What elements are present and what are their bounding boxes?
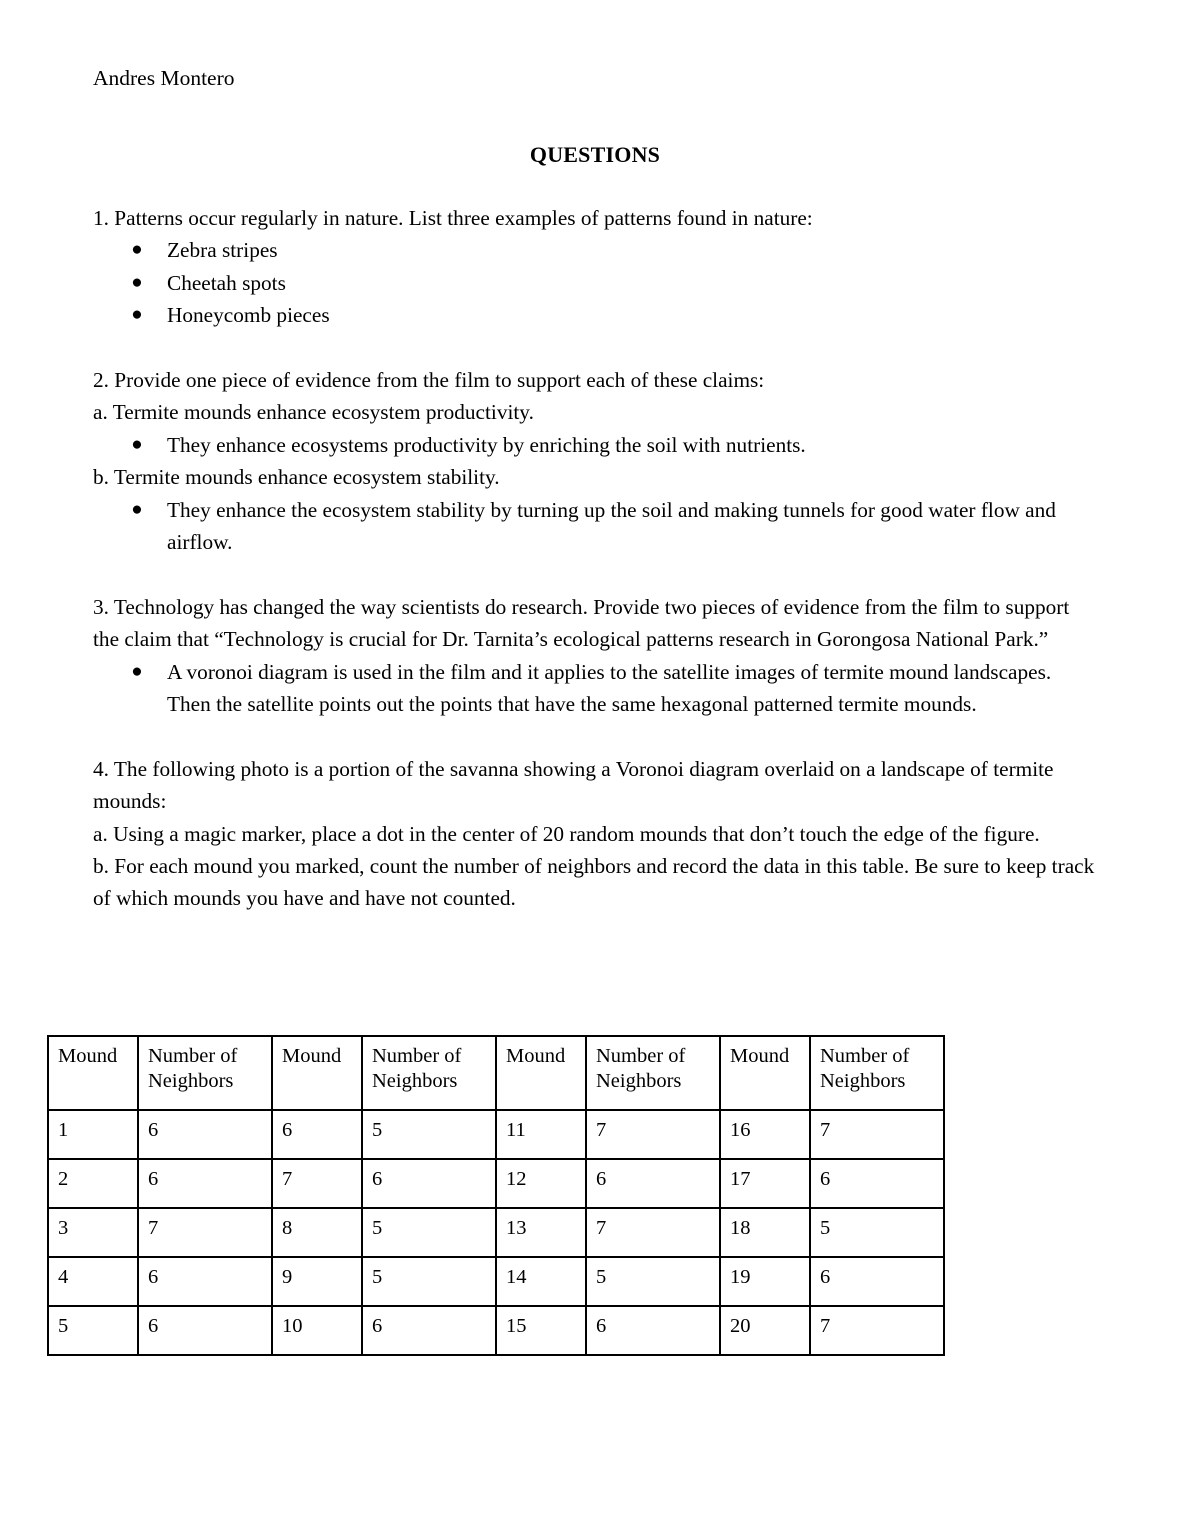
list-item	[93, 267, 1098, 299]
table-cell: 5	[362, 1257, 496, 1306]
list-item	[93, 429, 1098, 461]
list-item	[93, 299, 1098, 331]
table-cell: 5	[362, 1110, 496, 1159]
bullet-dot-icon: ●	[131, 304, 143, 326]
list-item	[93, 494, 1098, 559]
table-cell: 5	[810, 1208, 944, 1257]
table-header-cell: Mound	[720, 1036, 810, 1110]
table-cell: 7	[810, 1110, 944, 1159]
table-cell: 6	[138, 1159, 272, 1208]
list-item-label: A voronoi diagram is used in the film and it applies to the satellite images of termite mound landscapes. Then the satellite points out the points that have the same hexagonal patterned termite mounds.	[167, 659, 1052, 717]
table-header-cell: Number of Neighbors	[362, 1036, 496, 1110]
question-3-block	[93, 591, 1098, 721]
question-1-prompt: 1. Patterns occur regularly in nature. List three examples of patterns found in nature:	[93, 206, 813, 230]
bullet-dot-icon: ●	[131, 660, 143, 682]
table-row	[48, 1159, 944, 1208]
table-cell: 1	[48, 1110, 138, 1159]
list-item	[93, 234, 1098, 266]
table-cell: 6	[586, 1306, 720, 1355]
table-cell: 7	[586, 1110, 720, 1159]
table-cell: 12	[496, 1159, 586, 1208]
question-2b-claim: b. Termite mounds enhance ecosystem stability.	[93, 465, 500, 490]
question-4-prompt: 4. The following photo is a portion of the savanna showing a Voronoi diagram overlaid on a landscape of termite mounds:	[93, 756, 1054, 814]
bullet-dot-icon: ●	[131, 271, 143, 293]
table-cell: 18	[720, 1208, 810, 1257]
list-item-label: Cheetah spots	[167, 270, 286, 295]
table-cell: 16	[720, 1110, 810, 1159]
question-2a-claim: a. Termite mounds enhance ecosystem productivity.	[93, 400, 534, 425]
question-4b-instruction: b. For each mound you marked, count the number of neighbors and record the data in this table. Be sure to keep track of which mounds you have and have not counted.	[93, 854, 1095, 911]
question-1-block	[93, 202, 1098, 332]
page-title: QUESTIONS	[529, 142, 661, 167]
table-cell: 6	[586, 1159, 720, 1208]
table-cell: 6	[138, 1257, 272, 1306]
table-cell: 15	[496, 1306, 586, 1355]
question-1-bullet-list	[93, 234, 1098, 331]
table-row	[48, 1208, 944, 1257]
mound-neighbors-table	[47, 1035, 945, 1356]
table-cell: 17	[720, 1159, 810, 1208]
table-header-cell: Mound	[272, 1036, 362, 1110]
question-3-prompt: 3. Technology has changed the way scientists do research. Provide two pieces of evidence from the film to support the claim that “Technology is crucial for Dr. Tarnita’s ecological patterns research in Gorongosa National Park.”	[93, 594, 1070, 652]
question-2-block	[93, 364, 1098, 558]
table-cell: 5	[362, 1208, 496, 1257]
table-cell: 6	[362, 1306, 496, 1355]
table-row	[48, 1306, 944, 1355]
table-header-cell: Mound	[48, 1036, 138, 1110]
question-3-bullet-list	[93, 656, 1098, 721]
table-header-cell: Number of Neighbors	[138, 1036, 272, 1110]
table-header-cell: Number of Neighbors	[586, 1036, 720, 1110]
table-cell: 3	[48, 1208, 138, 1257]
table-cell: 14	[496, 1257, 586, 1306]
question-4a-instruction: a. Using a magic marker, place a dot in the center of 20 random mounds that don’t touch the edge of the figure.	[93, 821, 1040, 846]
mound-neighbors-table-wrapper	[47, 1035, 945, 1356]
table-cell: 6	[810, 1257, 944, 1306]
list-item-label: Honeycomb pieces	[167, 303, 330, 328]
table-cell: 6	[138, 1306, 272, 1355]
bullet-dot-icon: ●	[131, 239, 143, 261]
question-2-prompt: 2. Provide one piece of evidence from the film to support each of these claims:	[93, 368, 765, 393]
table-cell: 4	[48, 1257, 138, 1306]
table-row	[48, 1110, 944, 1159]
table-cell: 7	[272, 1159, 362, 1208]
table-cell: 9	[272, 1257, 362, 1306]
table-cell: 8	[272, 1208, 362, 1257]
table-cell: 20	[720, 1306, 810, 1355]
document-body	[93, 202, 1098, 915]
table-cell: 19	[720, 1257, 810, 1306]
table-cell: 7	[138, 1208, 272, 1257]
table-cell: 10	[272, 1306, 362, 1355]
question-2b-bullet-list	[93, 494, 1098, 559]
list-item	[93, 656, 1098, 721]
table-cell: 7	[810, 1306, 944, 1355]
question-4-block	[93, 753, 1098, 915]
table-cell: 13	[496, 1208, 586, 1257]
table-cell: 6	[810, 1159, 944, 1208]
list-item-label: They enhance ecosystems productivity by enriching the soil with nutrients.	[167, 432, 806, 457]
table-cell: 5	[586, 1257, 720, 1306]
table-header-row	[48, 1036, 944, 1110]
list-item-label: Zebra stripes	[167, 238, 278, 263]
table-row	[48, 1257, 944, 1306]
table-header-cell: Number of Neighbors	[810, 1036, 944, 1110]
bullet-dot-icon: ●	[131, 433, 143, 455]
table-cell: 5	[48, 1306, 138, 1355]
table-cell: 2	[48, 1159, 138, 1208]
author-name: Andres Montero	[93, 66, 235, 90]
question-2a-bullet-list	[93, 429, 1098, 461]
table-cell: 6	[362, 1159, 496, 1208]
table-header-cell: Mound	[496, 1036, 586, 1110]
table-cell: 7	[586, 1208, 720, 1257]
table-cell: 6	[138, 1110, 272, 1159]
bullet-dot-icon: ●	[131, 498, 143, 520]
table-cell: 6	[272, 1110, 362, 1159]
list-item-label: They enhance the ecosystem stability by turning up the soil and making tunnels for good water flow and airflow.	[167, 497, 1056, 555]
table-cell: 11	[496, 1110, 586, 1159]
